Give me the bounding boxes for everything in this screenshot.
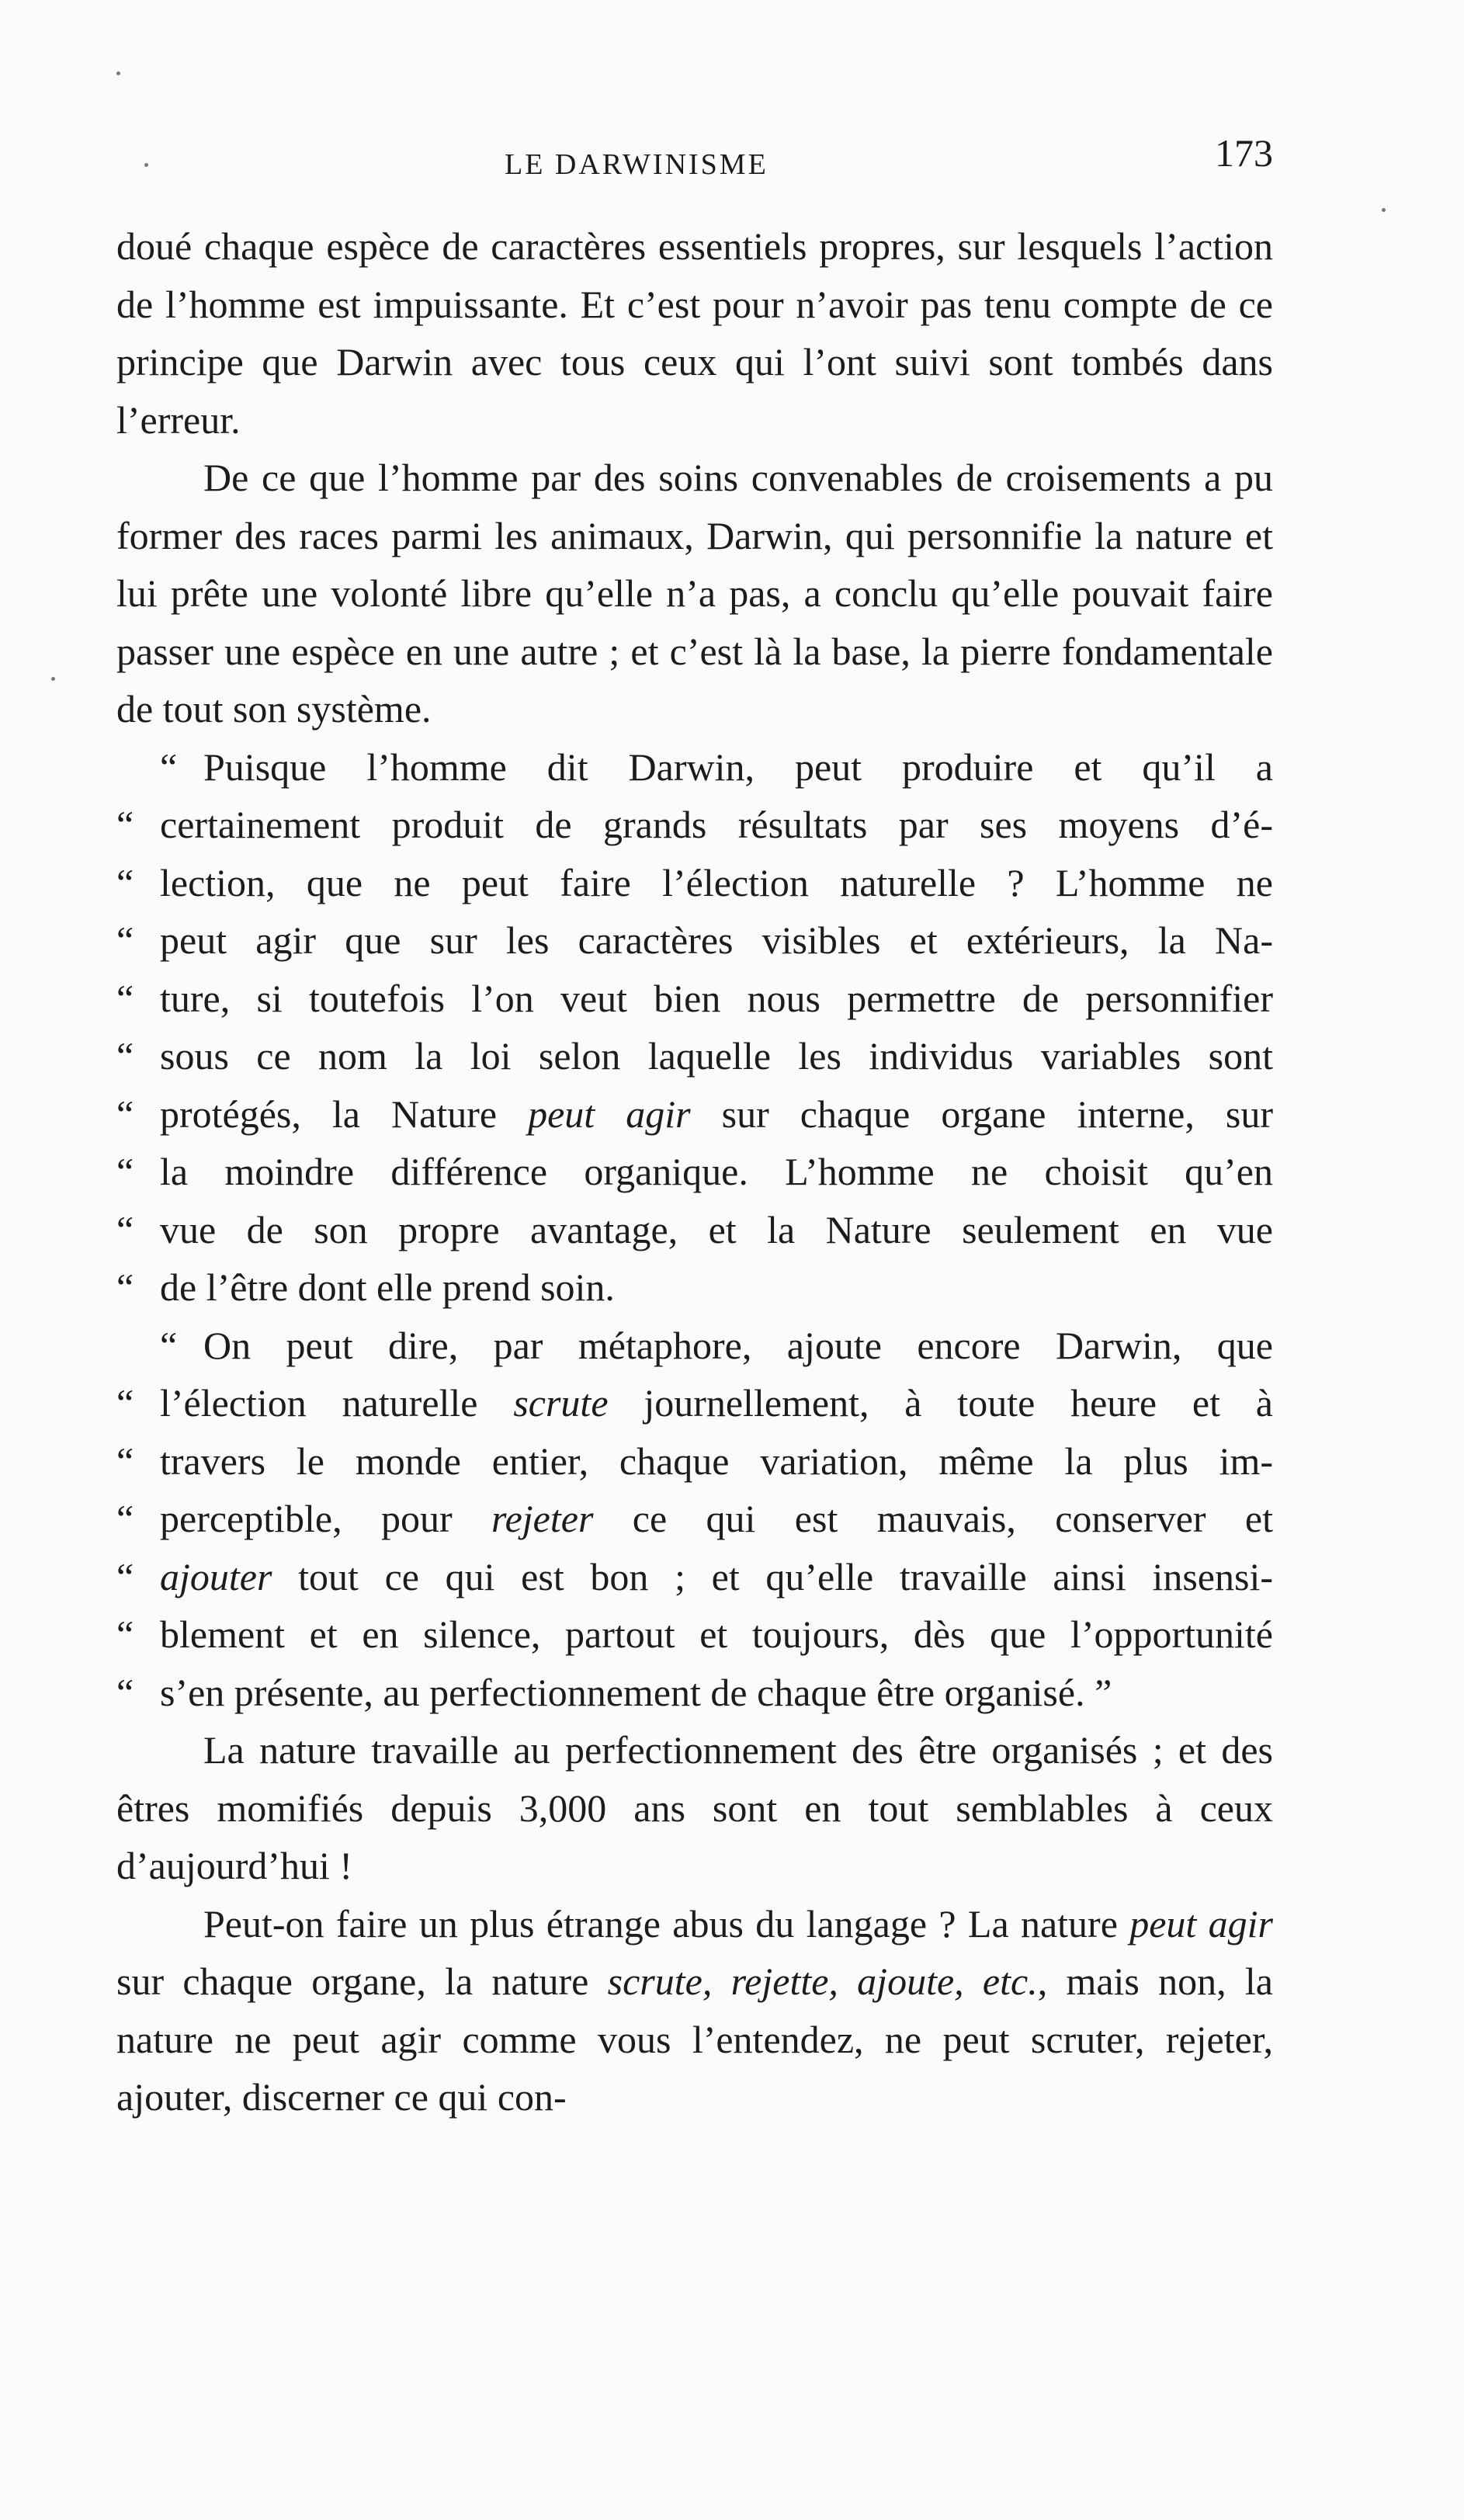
italic-phrase: scrute, rejette, ajoute, etc. (607, 1959, 1038, 2003)
quote-line: “ de l’être dont elle prend soin. (116, 1265, 615, 1309)
quote-line: “ ture, si toutefois l’on veut bien nous permettre de personnifier (116, 976, 1273, 1020)
quote-line: “ On peut dire, par métaphore, ajoute encore Darwin, que (160, 1323, 1273, 1367)
italic-phrase: peut agir (1129, 1901, 1274, 1946)
paper-speck (116, 71, 120, 75)
quote-line: “ certainement produit de grands résultats par ses moyens d’é- (116, 803, 1273, 846)
quote-line: “ travers le monde entier, chaque variation, même la plus im- (116, 1439, 1273, 1483)
paragraph: doué chaque espèce de caractères essentiels propres, sur lesquels l’action de l’homme est impuissante. Et c’est pour n’avoir pas tenu compte de ce principe que Darwin avec tous ceux qui l’ont suivi sont tombés dans l’erreur. (116, 224, 1273, 442)
quote-line: “ sous ce nom la loi selon laquelle les individus variables sont (116, 1034, 1273, 1078)
quote-line: “ lection, que ne peut faire l’élection naturelle ? L’homme ne (116, 860, 1273, 904)
quote-line: “ s’en présente, au perfectionnement de chaque être organisé. ” (116, 1670, 1112, 1714)
italic-word: ajouter (160, 1554, 272, 1598)
paragraph: De ce que l’homme par des soins convenables de croisements a pu former des races parmi les animaux, Darwin, qui personnifie la nature et lui prête une volonté libre qu’elle n’a pas, a conclu qu’elle pouvait faire passer une espèce en une autre ; et c’est là la base, la pierre fondamentale de tout son système. (116, 456, 1273, 731)
running-head: LE DARWINISME (505, 148, 768, 181)
quote-line: “ Puisque l’homme dit Darwin, peut produire et qu’il a (160, 745, 1273, 789)
italic-word: rejeter (491, 1497, 594, 1540)
quote-line: “ l’élection naturelle scrute journellement, à toute heure et à (116, 1381, 1273, 1425)
page-body (116, 217, 1273, 2126)
paper-speck (51, 677, 55, 681)
quote-line: “ peut agir que sur les caractères visibles et extérieurs, la Na- (116, 918, 1273, 962)
quote-line: “ blement et en silence, partout et toujours, dès que l’opportunité (116, 1612, 1273, 1656)
quote-line: “ protégés, la Nature peut agir sur chaque organe interne, sur (116, 1092, 1273, 1136)
paper-speck (1382, 208, 1386, 212)
quote-line: “ vue de son propre avantage, et la Nature seulement en vue (116, 1207, 1273, 1251)
darwin-quote-1 (116, 738, 1273, 1317)
page-number: 173 (1215, 131, 1273, 175)
paragraph: Peut-on faire un plus étrange abus du langage ? La nature peut agir sur chaque organe, la nature scrute, rejette, ajoute, etc., mais non, la nature ne peut agir comme vous l’entendez, ne peut scruter, rejeter, ajouter, discerner ce qui con- (116, 1901, 1274, 2119)
quote-line: “ la moindre différence organique. L’homme ne choisit qu’en (116, 1150, 1273, 1193)
quote-line: “ perceptible, pour rejeter ce qui est mauvais, conserver et (116, 1497, 1273, 1540)
darwin-quote-2 (116, 1317, 1273, 1722)
page-header (116, 130, 1273, 193)
paragraph: La nature travaille au perfectionnement des être organisés ; et des êtres momifiés depuis 3,000 ans sont en tout semblables à ceux d’aujourd’hui ! (116, 1728, 1273, 1887)
quote-line: “ ajouter tout ce qui est bon ; et qu’elle travaille ainsi insensi- (116, 1554, 1273, 1598)
italic-word: scrute (513, 1381, 609, 1425)
italic-phrase: peut agir (528, 1092, 691, 1136)
